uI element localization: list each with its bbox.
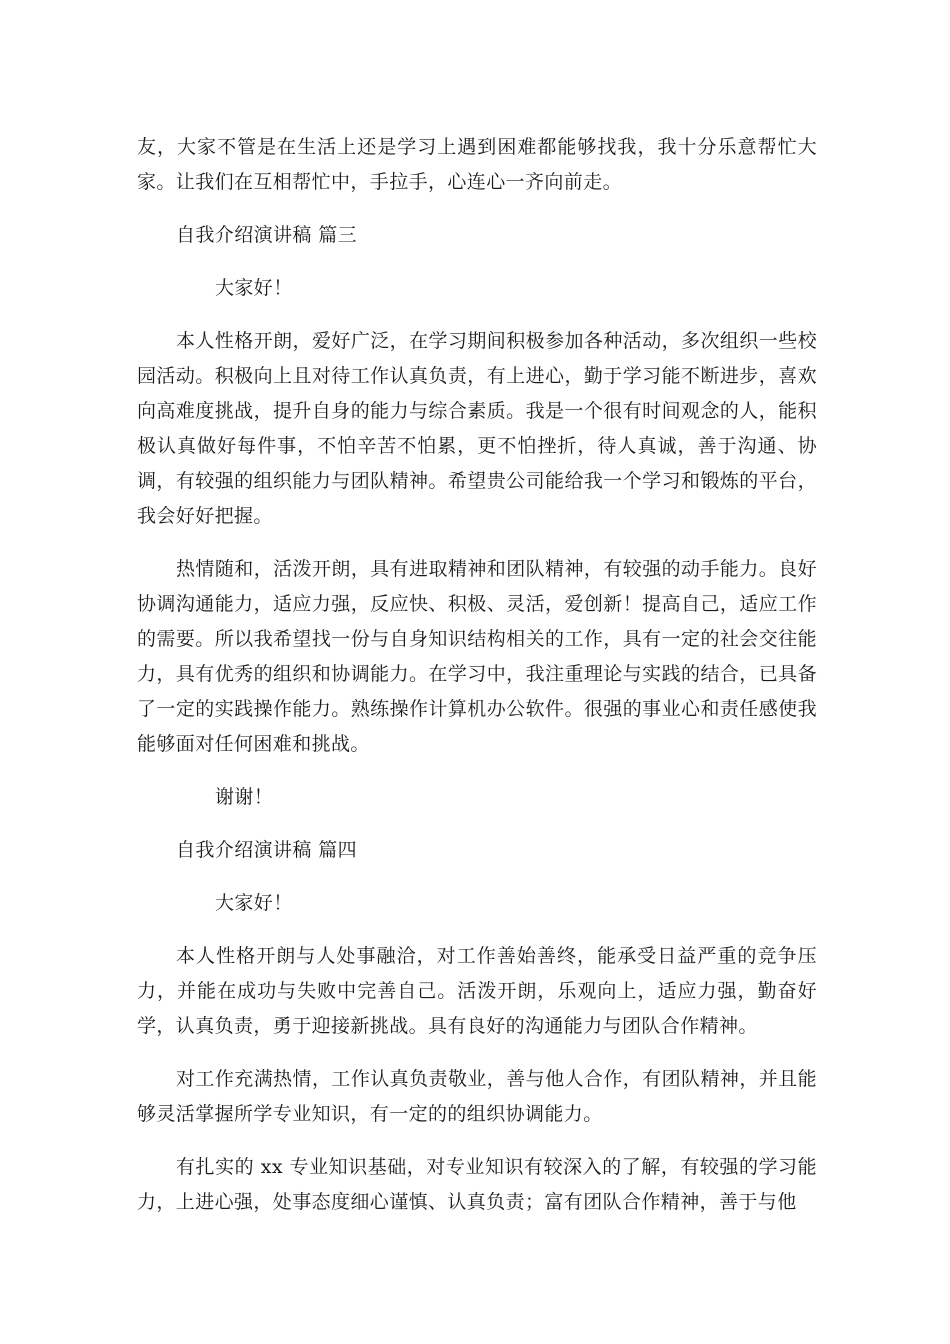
section-title-part-three: 自我介绍演讲稿 篇三	[176, 224, 358, 246]
document-body	[137, 130, 817, 1238]
paragraph: 本人性格开朗与人处事融洽，对工作善始善终，能承受日益严重的竞争压力，并能在成功与失败中完善自己。活泼开朗，乐观向上，适应力强，勤奋好学，认真负责，勇于迎接新挑战。具有良好的沟通能力与团队合作精神。	[137, 945, 817, 1037]
paragraph: 对工作充满热情，工作认真负责敬业，善与他人合作，有团队精神，并且能够灵活掌握所学专业知识，有一定的的组织协调能力。	[137, 1068, 817, 1125]
paragraph: 热情随和，活泼开朗，具有进取精神和团队精神，有较强的动手能力。良好协调沟通能力，适应力强，反应快、积极、灵活，爱创新！提高自己，适应工作的需要。所以我希望找一份与自身知识结构相关的工作，具有一定的社会交往能力，具有优秀的组织和协调能力。在学习中，我注重理论与实践的结合，已具备了一定的实践操作能力。熟练操作计算机办公软件。很强的事业心和责任感使我能够面对任何困难和挑战。	[137, 558, 817, 755]
paragraph-continued: 友，大家不管是在生活上还是学习上遇到困难都能够找我，我十分乐意帮忙大家。让我们在互相帮忙中，手拉手，心连心一齐向前走。	[137, 136, 817, 193]
paragraph: 本人性格开朗，爱好广泛，在学习期间积极参加各种活动，多次组织一些校园活动。积极向上且对待工作认真负责，有上进心，勤于学习能不断进步，喜欢向高难度挑战，提升自身的能力与综合素质。我是一个很有时间观念的人，能积极认真做好每件事，不怕辛苦不怕累，更不怕挫折，待人真诚，善于沟通、协调，有较强的组织能力与团队精神。希望贵公司能给我一个学习和锻炼的平台，我会好好把握。	[137, 330, 817, 527]
greeting: 大家好！	[215, 892, 293, 914]
paragraph: 有扎实的 xx 专业知识基础，对专业知识有较深入的了解，有较强的学习能力，上进心强，处事态度细心谨慎、认真负责；富有团队合作精神，善于与他	[137, 1156, 817, 1213]
section-title-part-four: 自我介绍演讲稿 篇四	[176, 839, 358, 861]
greeting: 大家好！	[215, 277, 293, 299]
thanks-line: 谢谢！	[215, 786, 274, 808]
